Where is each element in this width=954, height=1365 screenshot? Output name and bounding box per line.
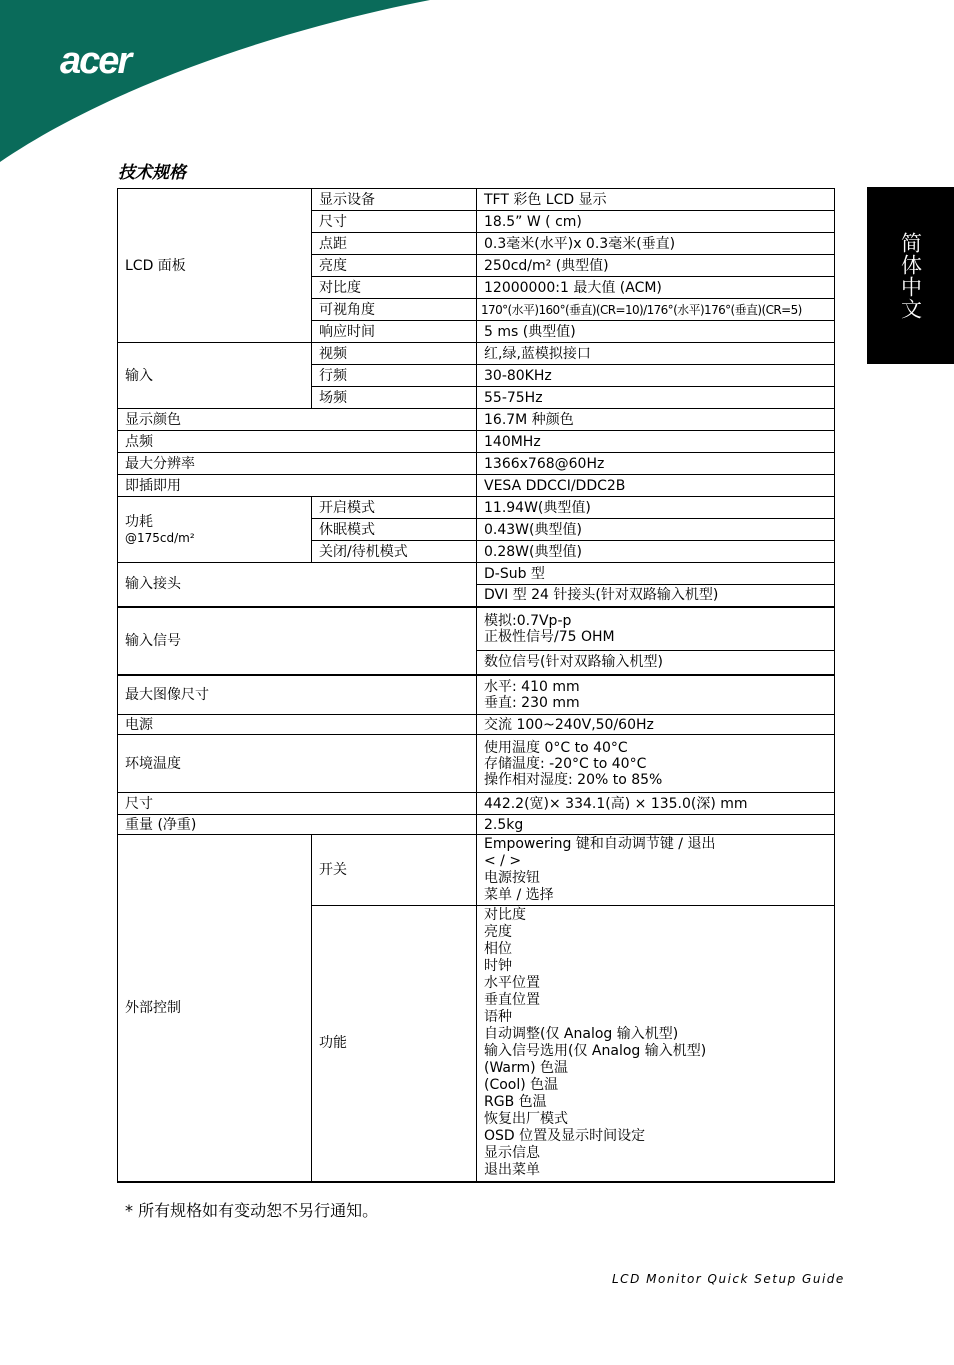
spec-value: 442.2(宽)× 334.1(高) × 135.0(深) mm bbox=[477, 793, 835, 815]
language-tab-label: 简体中文 bbox=[898, 231, 923, 320]
spec-value-line: OSD 位置及显示时间设定 bbox=[484, 1128, 646, 1144]
max-image-size-label: 最大图像尺寸 bbox=[118, 675, 477, 715]
table-row bbox=[118, 815, 835, 835]
spec-value-line: RGB 色温 bbox=[484, 1094, 547, 1110]
spec-value-line: 模拟:0.7Vp-p bbox=[484, 612, 572, 629]
spec-name: 响应时间 bbox=[312, 321, 477, 343]
spec-name: 开启模式 bbox=[312, 497, 477, 519]
spec-value-line: 垂直位置 bbox=[484, 992, 540, 1008]
table-row bbox=[118, 189, 835, 211]
spec-name: 开关 bbox=[312, 835, 477, 906]
spec-name: 可视角度 bbox=[312, 299, 477, 321]
lcd-panel-label: LCD 面板 bbox=[118, 189, 312, 343]
dot-clock-label: 点频 bbox=[118, 431, 477, 453]
input-connector-label: 输入接头 bbox=[118, 563, 477, 607]
spec-value-line: 相位 bbox=[484, 941, 512, 957]
spec-name: 亮度 bbox=[312, 255, 477, 277]
spec-value: VESA DDCCI/DDC2B bbox=[477, 475, 835, 497]
spec-value-line: 操作相对湿度: 20% to 85% bbox=[484, 771, 663, 788]
external-controls-label: 外部控制 bbox=[118, 835, 312, 1182]
spec-name: 行频 bbox=[312, 365, 477, 387]
spec-value-line: 电源按钮 bbox=[484, 870, 540, 886]
spec-value: 18.5” W ( cm) bbox=[477, 211, 835, 233]
section-title: 技术规格 bbox=[118, 163, 186, 183]
table-row bbox=[118, 409, 835, 431]
spec-value-line: 水平: 410 mm bbox=[484, 678, 580, 695]
table-row bbox=[118, 735, 835, 793]
spec-value: 30-80KHz bbox=[477, 365, 835, 387]
power-source-label: 电源 bbox=[118, 715, 477, 735]
spec-value: 55-75Hz bbox=[477, 387, 835, 409]
spec-value-line: 存储温度: -20°C to 40°C bbox=[484, 755, 647, 772]
spec-name: 关闭/待机模式 bbox=[312, 541, 477, 563]
table-row bbox=[118, 563, 835, 585]
footer-guide-title: LCD Monitor Quick Setup Guide bbox=[612, 1272, 845, 1286]
spec-value: 2.5kg bbox=[477, 815, 835, 835]
spec-name: 功能 bbox=[312, 906, 477, 1182]
spec-value: 170°(水平)160°(垂直)(CR=10)/176°(水平)176°(垂直)(CR=5) bbox=[477, 299, 835, 321]
spec-value: 0.28W(典型值) bbox=[477, 541, 835, 563]
disclaimer-note: * 所有规格如有变动恕不另行通知。 bbox=[125, 1201, 379, 1220]
table-row bbox=[118, 343, 835, 365]
spec-value-line: 使用温度 0°C to 40°C bbox=[484, 739, 628, 756]
spec-value: D-Sub 型 bbox=[477, 563, 835, 585]
display-colors-label: 显示颜色 bbox=[118, 409, 477, 431]
spec-value: TFT 彩色 LCD 显示 bbox=[477, 189, 835, 211]
spec-name: 对比度 bbox=[312, 277, 477, 299]
environment-value bbox=[477, 735, 835, 793]
spec-value: 1366x768@60Hz bbox=[477, 453, 835, 475]
spec-value-line: 自动调整(仅 Analog 输入机型) bbox=[484, 1026, 679, 1042]
spec-value-line: 显示信息 bbox=[484, 1145, 540, 1161]
environment-label: 环境温度 bbox=[118, 735, 477, 793]
spec-value: 250cd/m² (典型值) bbox=[477, 255, 835, 277]
spec-name: 视频 bbox=[312, 343, 477, 365]
spec-value-line: (Warm) 色温 bbox=[484, 1060, 569, 1076]
spec-value: 5 ms (典型值) bbox=[477, 321, 835, 343]
table-row bbox=[118, 835, 835, 906]
spec-name: 点距 bbox=[312, 233, 477, 255]
spec-value: 交流 100~240V,50/60Hz bbox=[477, 715, 835, 735]
table-row bbox=[118, 675, 835, 715]
table-row bbox=[118, 497, 835, 519]
table-row bbox=[118, 453, 835, 475]
input-label: 输入 bbox=[118, 343, 312, 409]
spec-value-line: < / > bbox=[484, 853, 522, 869]
switch-value bbox=[477, 835, 835, 906]
weight-label: 重量 (净重) bbox=[118, 815, 477, 835]
power-consumption-sublabel: @175cd/m² bbox=[125, 530, 195, 545]
spec-value-line: 退出菜单 bbox=[484, 1162, 540, 1178]
spec-value-line: 垂直: 230 mm bbox=[484, 694, 580, 711]
input-signal-label: 输入信号 bbox=[118, 607, 477, 675]
power-consumption-label: 功耗 bbox=[125, 513, 153, 530]
spec-value: 数位信号(针对双路输入机型) bbox=[477, 651, 835, 675]
spec-name: 场频 bbox=[312, 387, 477, 409]
spec-value-line: 时钟 bbox=[484, 958, 512, 974]
spec-value-line: Empowering 键和自动调节键 / 退出 bbox=[484, 836, 716, 852]
language-tab bbox=[867, 187, 954, 364]
acer-logo: acer bbox=[60, 40, 131, 82]
table-row bbox=[118, 793, 835, 815]
spec-name: 休眠模式 bbox=[312, 519, 477, 541]
spec-value: 11.94W(典型值) bbox=[477, 497, 835, 519]
table-row bbox=[118, 715, 835, 735]
spec-value: 红,绿,蓝模拟接口 bbox=[477, 343, 835, 365]
spec-value-line: (Cool) 色温 bbox=[484, 1077, 559, 1093]
max-image-size-value bbox=[477, 675, 835, 715]
input-signal-value bbox=[477, 607, 835, 651]
table-row bbox=[118, 607, 835, 651]
spec-value-line: 对比度 bbox=[484, 907, 526, 923]
spec-value: 0.3毫米(水平)x 0.3毫米(垂直) bbox=[477, 233, 835, 255]
max-resolution-label: 最大分辨率 bbox=[118, 453, 477, 475]
spec-value: 12000000:1 最大值 (ACM) bbox=[477, 277, 835, 299]
spec-value-line: 语种 bbox=[484, 1009, 512, 1025]
table-row bbox=[118, 431, 835, 453]
spec-value-line: 正极性信号/75 OHM bbox=[484, 628, 615, 645]
power-consumption-cell bbox=[118, 497, 312, 563]
spec-value: DVI 型 24 针接头(针对双路输入机型) bbox=[477, 585, 835, 607]
spec-name: 尺寸 bbox=[312, 211, 477, 233]
spec-value-line: 水平位置 bbox=[484, 975, 540, 991]
spec-value-line: 菜单 / 选择 bbox=[484, 887, 554, 903]
spec-value-line: 亮度 bbox=[484, 924, 512, 940]
function-value bbox=[477, 906, 835, 1182]
spec-name: 显示设备 bbox=[312, 189, 477, 211]
spec-value: 0.43W(典型值) bbox=[477, 519, 835, 541]
plug-play-label: 即插即用 bbox=[118, 475, 477, 497]
table-row bbox=[118, 475, 835, 497]
spec-value-line: 输入信号选用(仅 Analog 输入机型) bbox=[484, 1043, 707, 1059]
spec-table bbox=[117, 188, 835, 1183]
spec-value: 16.7M 种颜色 bbox=[477, 409, 835, 431]
dimensions-label: 尺寸 bbox=[118, 793, 477, 815]
spec-value-line: 恢复出厂模式 bbox=[484, 1111, 568, 1127]
spec-value: 140MHz bbox=[477, 431, 835, 453]
header-banner bbox=[0, 0, 954, 170]
